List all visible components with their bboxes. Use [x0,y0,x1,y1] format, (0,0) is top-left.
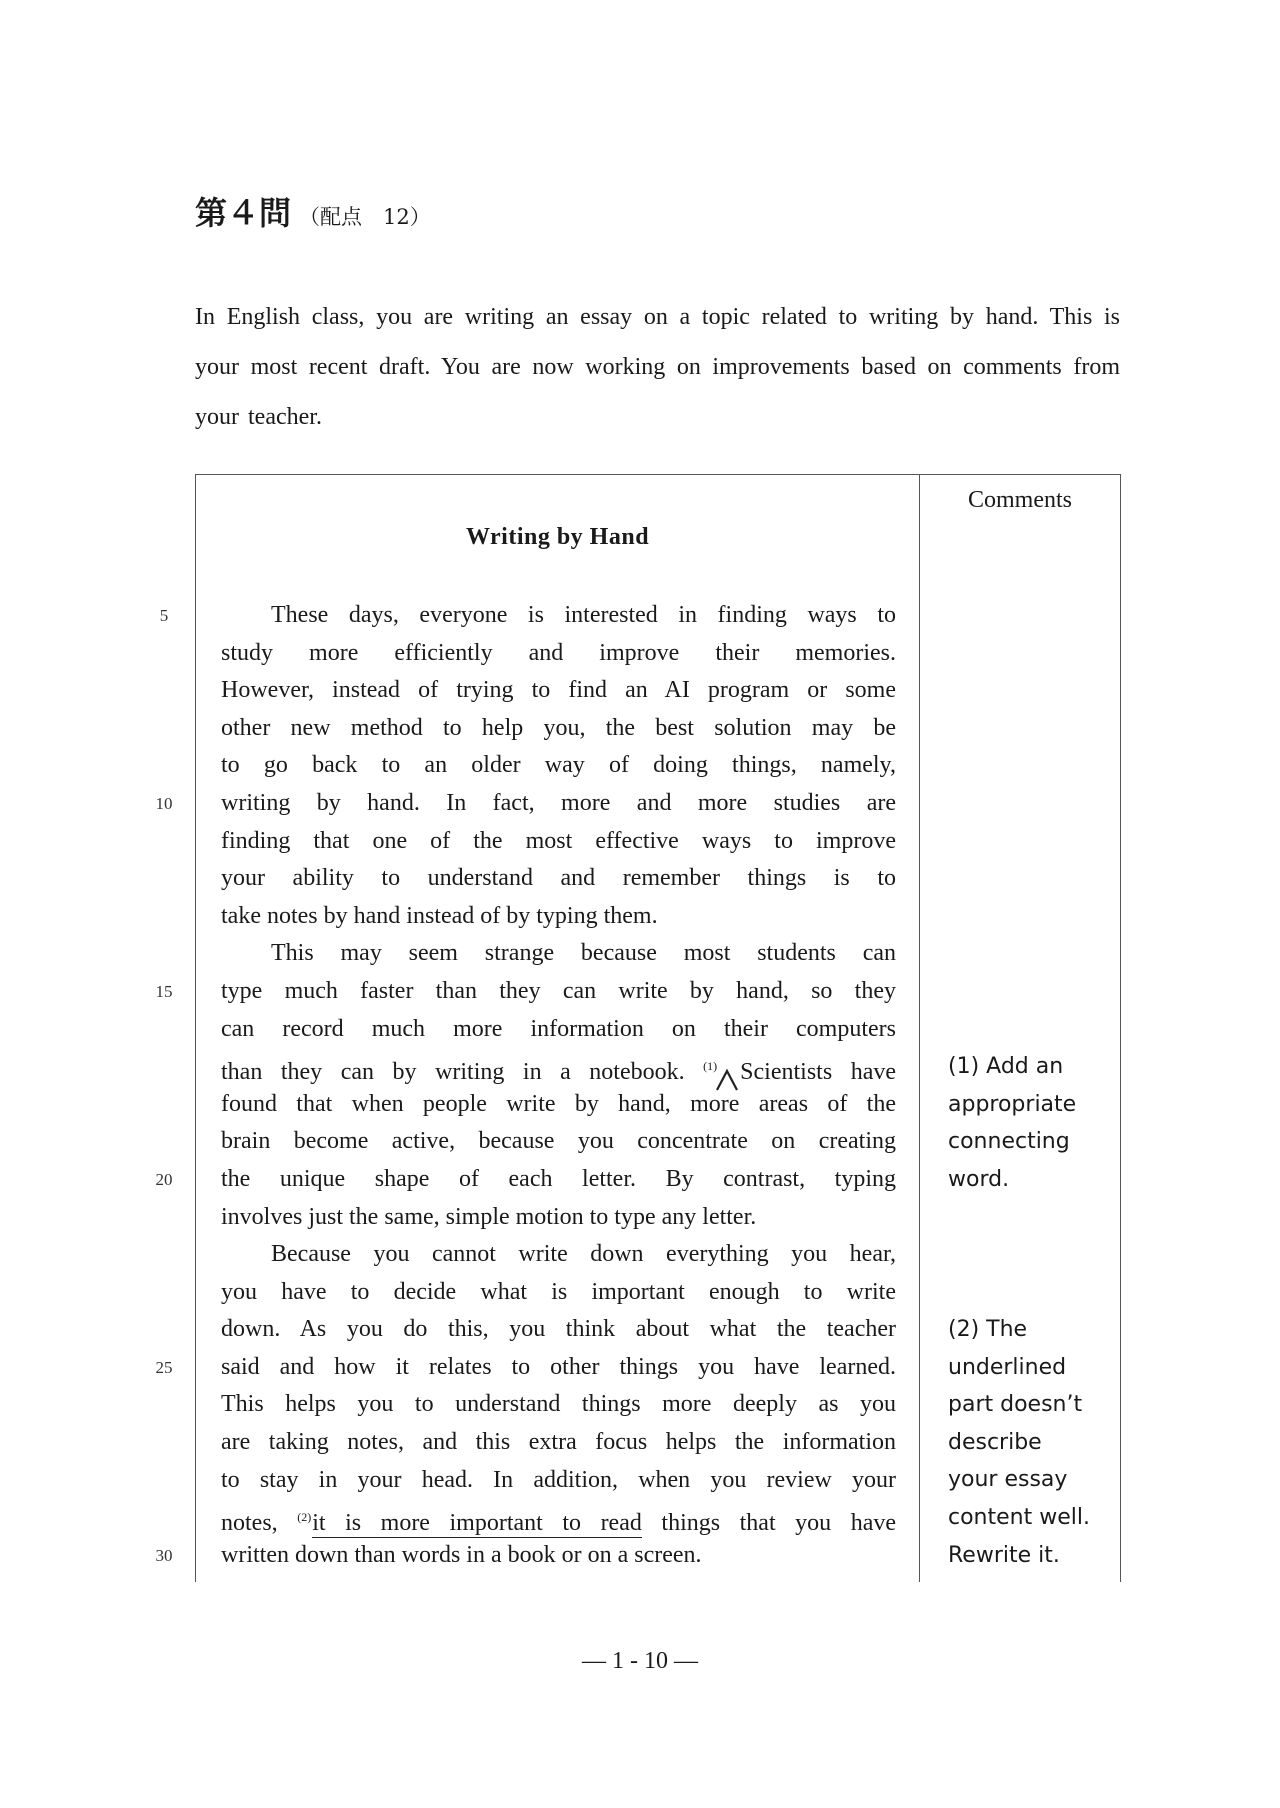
essay-line: involves just the same, simple motion to type any letter. [221,1203,757,1230]
essay-line: This may seem strange because most students can [271,940,896,967]
line-number: 30 [155,1546,173,1565]
essay-line: However, instead of trying to find an AI program or some [221,677,896,704]
essay-line: finding that one of the most effective ways to improve [221,827,896,854]
line-number: 25 [155,1358,173,1377]
essay-body [221,597,896,1574]
line-number: 10 [155,794,173,813]
table-right-border [1120,474,1121,1582]
line-number: 20 [155,1170,173,1189]
comment-line: (1) Add an [948,1054,1064,1079]
comment-line: describe [948,1429,1042,1455]
table-left-border [195,474,196,1582]
essay-line: These days, everyone is interested in finding ways to [271,602,896,628]
essay-line: take notes by hand instead of by typing them. [221,902,658,929]
page-number: ― 1 - 10 ― [582,1648,698,1674]
comment-line: appropriate [948,1091,1077,1117]
comment-line: word. [948,1166,1010,1192]
essay-line: said and how it relates to other things you have learned. [221,1353,896,1380]
table-top-border [195,474,1121,475]
essay-line: found that when people write by hand, more areas of the [221,1090,896,1117]
essay-line: the unique shape of each letter. By contrast, typing [221,1165,896,1192]
comments-header: Comments [967,487,1072,513]
essay-line-text: Scientists have [740,1059,896,1086]
intro-paragraph: In English class, you are writing an essay on a topic related to writing by hand. This is your most recent draft. You are now working on improvements based on comments from your teacher. [195,304,1120,430]
insertion-caret-icon [716,1067,738,1087]
essay-line: can record much more information on their computers [221,1015,896,1042]
underlined-phrase: it is more important to read [312,1510,642,1537]
essay-line: type much faster than they can write by hand, so they [221,977,896,1004]
comment-line: Rewrite it. [948,1542,1060,1568]
essay-line: brain become active, because you concentrate on creating [221,1128,896,1155]
essay-line: down. As you do this, you think about what the teacher [221,1316,896,1343]
essay-line: Because you cannot write down everything you hear, [271,1241,896,1268]
comment-line: underlined [948,1354,1067,1380]
essay-line-with-insertion [221,1048,896,1086]
essay-line: study more efficiently and improve their memories. [221,639,896,666]
essay-line: This helps you to understand things more deeply as you [221,1391,896,1418]
essay-line: to stay in your head. In addition, when you review your [221,1466,896,1493]
essay-line: are taking notes, and this extra focus helps the information [221,1429,896,1456]
comment-line: content well. [948,1504,1090,1530]
essay-line: to go back to an older way of doing things, namely, [221,752,896,779]
comment-2 [948,1311,1118,1574]
essay-line: written down than words in a book or on a screen. [221,1541,702,1568]
comment-line: your essay [948,1467,1068,1493]
line-number: 5 [159,606,169,625]
comment-line: part doesn’t [948,1392,1083,1418]
essay-line-text: than they can by writing in a notebook. [221,1059,685,1086]
comment-line: (2) The [948,1317,1028,1342]
line-number: 15 [155,982,173,1001]
question-points: （配点 12） [299,205,431,229]
comment-1 [948,1048,1118,1198]
essay-line: other new method to help you, the best solution may be [221,714,896,741]
question-number: 第４問 [195,194,292,232]
essay-line: you have to decide what is important enough to write [221,1278,896,1305]
essay-line-text: notes, [221,1510,278,1537]
question-heading [195,188,431,234]
essay-line: your ability to understand and remember things is to [221,865,896,892]
table-column-divider [919,474,920,1582]
essay-line-with-underline [221,1499,896,1537]
comment-line: connecting [948,1129,1070,1155]
essay-title: Writing by Hand [465,524,650,550]
essay-line-text: things that you have [661,1510,897,1537]
underline-marker-2: (2) [297,1510,312,1525]
essay-line: writing by hand. In fact, more and more studies are [221,789,896,816]
insertion-marker-1: (1) [703,1059,718,1074]
